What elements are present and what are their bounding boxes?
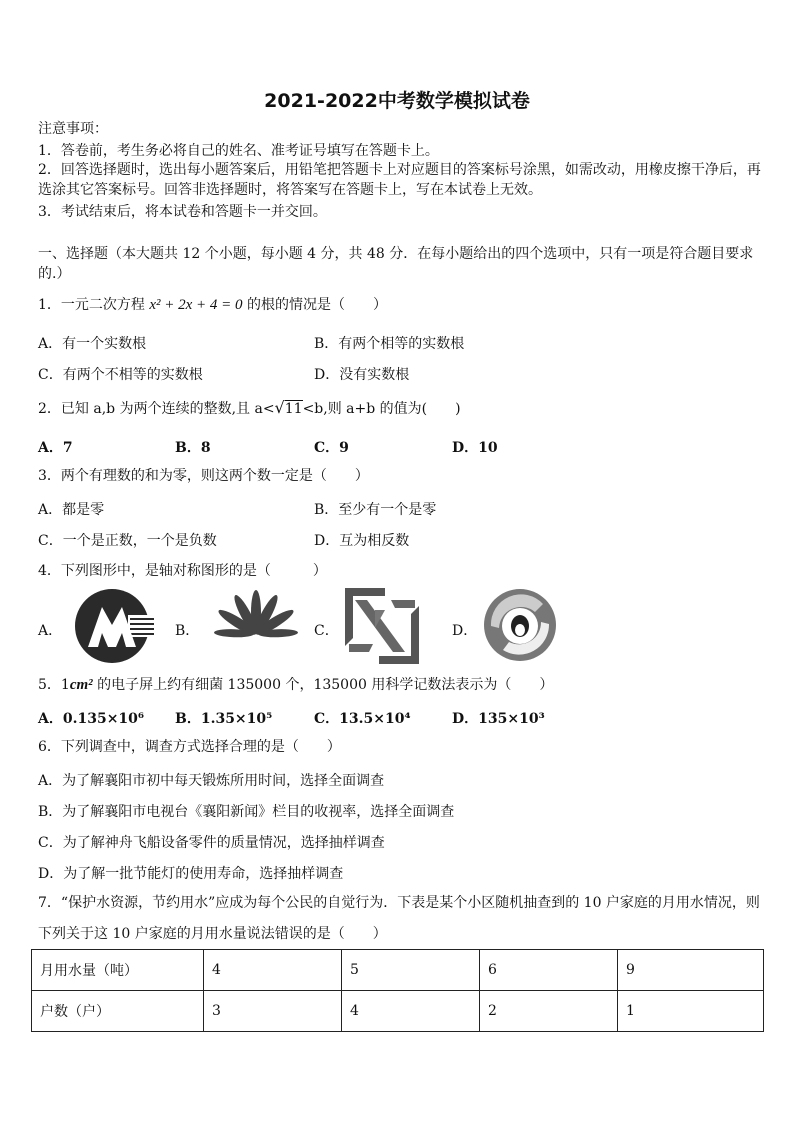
q5-option-c[interactable]: C．13.5×10⁴ (314, 711, 411, 727)
q1-stem-post: 的根的情况是（ ） (242, 297, 387, 313)
q6-option-b[interactable]: B．为了解襄阳市电视台《襄阳新闻》栏目的收视率，选择全面调查 (38, 804, 455, 820)
section-heading: 一、选择题（本大题共 12 个小题，每小题 4 分，共 48 分．在每小题给出的四个选项中，只有一项是符合题目要求 (38, 246, 754, 262)
q1-equation: x² + 2x + 4 = 0 (149, 297, 243, 313)
table-cell: 4 (342, 991, 480, 1032)
q4-option-b[interactable]: B． (175, 623, 200, 639)
q2-option-b[interactable]: B．8 (175, 440, 211, 456)
q3-option-a[interactable]: A．都是零 (38, 502, 105, 518)
table-cell: 6 (480, 950, 618, 991)
sqrt-symbol: √ (274, 398, 285, 417)
water-usage-table (31, 949, 764, 1032)
table-row (32, 950, 764, 991)
q5-stem-pre: 5．1 (38, 677, 70, 693)
table-cell: 2 (480, 991, 618, 1032)
logo-a-m-circle-icon (70, 587, 154, 665)
q5-stem-post: 的电子屏上约有细菌 135000 个，135000 用科学记数法表示为（ ） (92, 677, 554, 693)
q3-option-d[interactable]: D．互为相反数 (314, 533, 410, 549)
table-cell: 月用水量（吨） (32, 950, 204, 991)
q1-stem (38, 294, 387, 316)
q5-unit: cm² (69, 677, 93, 693)
q2-option-a[interactable]: A．7 (38, 440, 73, 456)
q2-stem-post: <b,则 a+b 的值为( ) (302, 401, 461, 417)
q6-option-c[interactable]: C．为了解神舟飞船设备零件的质量情况，选择抽样调查 (38, 835, 385, 851)
q4-option-c[interactable]: C． (314, 623, 339, 639)
q2-option-d[interactable]: D．10 (452, 440, 498, 456)
q3-option-c[interactable]: C．一个是正数，一个是负数 (38, 533, 217, 549)
q6-option-d[interactable]: D．为了解一批节能灯的使用寿命，选择抽样调查 (38, 866, 344, 882)
page-title: 2021-2022中考数学模拟试卷 (264, 90, 530, 112)
logo-b-petals-icon (208, 588, 304, 664)
q6-stem: 6．下列调查中，调查方式选择合理的是（ ） (38, 739, 341, 755)
notice-item-1: 1．答卷前，考生务必将自己的姓名、准考证号填写在答题卡上。 (38, 143, 439, 159)
q3-stem: 3．两个有理数的和为零，则这两个数一定是（ ） (38, 468, 369, 484)
q1-option-c[interactable]: C．有两个不相等的实数根 (38, 367, 203, 383)
q2-radicand: 11 (284, 401, 303, 417)
section-heading-cont: 的.） (38, 266, 71, 282)
table-row (32, 991, 764, 1032)
notice-heading: 注意事项： (38, 121, 108, 137)
q5-stem (38, 674, 553, 696)
q5-option-d[interactable]: D．135×10³ (452, 711, 545, 727)
notice-item-3: 3．考试结束后，将本试卷和答题卡一并交回。 (38, 204, 327, 220)
q5-option-a[interactable]: A．0.135×10⁶ (38, 711, 145, 727)
q2-stem-pre: 2．已知 a,b 为两个连续的整数,且 a< (38, 401, 275, 417)
table-cell: 5 (342, 950, 480, 991)
q1-option-a[interactable]: A．有一个实数根 (38, 336, 147, 352)
table-cell: 4 (204, 950, 342, 991)
q2-option-c[interactable]: C．9 (314, 440, 349, 456)
table-cell: 9 (618, 950, 764, 991)
q4-option-a[interactable]: A． (38, 623, 63, 639)
q6-option-a[interactable]: A．为了解襄阳市初中每天锻炼所用时间，选择全面调查 (38, 773, 385, 789)
q1-option-b[interactable]: B．有两个相等的实数根 (314, 336, 465, 352)
logo-d-penguin-circle-icon (483, 586, 557, 664)
q5-option-b[interactable]: B．1.35×10⁵ (175, 711, 273, 727)
table-cell: 1 (618, 991, 764, 1032)
q1-stem-pre: 1．一元二次方程 (38, 297, 150, 313)
q4-option-d[interactable]: D． (452, 623, 478, 639)
table-cell: 3 (204, 991, 342, 1032)
logo-c-square-icon (345, 588, 419, 664)
q7-stem: 7．“保护水资源，节约用水”应成为每个公民的自觉行为．下表是某个小区随机抽查到的 10 户家庭的月用水情况，则 (38, 895, 760, 911)
notice-item-2-cont: 选涂其它答案标号。回答非选择题时，将答案写在答题卡上，写在本试卷上无效。 (38, 182, 542, 198)
q3-option-b[interactable]: B．至少有一个是零 (314, 502, 437, 518)
table-cell: 户数（户） (32, 991, 204, 1032)
q7-stem-cont: 下列关于这 10 户家庭的月用水量说法错误的是（ ） (38, 926, 387, 942)
q1-option-d[interactable]: D．没有实数根 (314, 367, 410, 383)
notice-item-2: 2．回答选择题时，选出每小题答案后，用铅笔把答题卡上对应题目的答案标号涂黑，如需改动，用橡皮擦干净后，再 (38, 162, 761, 178)
q2-stem (38, 397, 461, 420)
q4-stem: 4．下列图形中，是轴对称图形的是（ ） (38, 563, 327, 579)
